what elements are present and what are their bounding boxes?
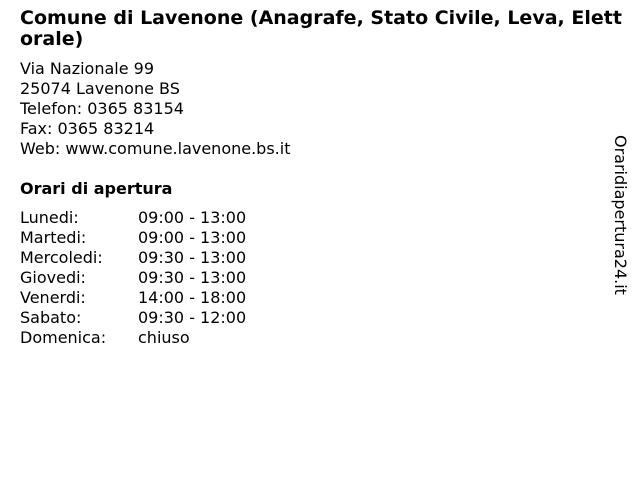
hours-time: 09:00 - 13:00 xyxy=(138,208,247,227)
hours-day: Martedi: xyxy=(20,228,87,247)
hours-day: Lunedi: xyxy=(20,208,79,227)
hours-row-saturday xyxy=(20,308,610,328)
hours-time: 14:00 - 18:00 xyxy=(138,288,247,307)
hours-heading: Orari di apertura xyxy=(20,179,173,198)
city-address: 25074 Lavenone BS xyxy=(20,79,180,98)
fax-number: Fax: 0365 83214 xyxy=(20,119,155,138)
hours-row-thursday xyxy=(20,268,610,288)
hours-row-friday xyxy=(20,288,610,308)
hours-row-monday xyxy=(20,208,610,228)
hours-time: 09:30 - 13:00 xyxy=(138,268,247,287)
page-title: Comune di Lavenone (Anagrafe, Stato Civile, Leva, Elettorale) xyxy=(20,7,622,50)
hours-day: Venerdi: xyxy=(20,288,86,307)
address-block xyxy=(20,59,610,159)
opening-hours-table xyxy=(20,208,610,348)
hours-day: Mercoledi: xyxy=(20,248,103,267)
hours-row-tuesday xyxy=(20,228,610,248)
website-link[interactable]: Web: www.comune.lavenone.bs.it xyxy=(20,139,291,158)
hours-time: 09:30 - 12:00 xyxy=(138,308,247,327)
street-address: Via Nazionale 99 xyxy=(20,59,155,78)
hours-time: 09:00 - 13:00 xyxy=(138,228,247,247)
hours-row-wednesday xyxy=(20,248,610,268)
hours-row-sunday xyxy=(20,328,610,348)
hours-day: Giovedi: xyxy=(20,268,86,287)
hours-day: Sabato: xyxy=(20,308,82,327)
hours-time: chiuso xyxy=(138,328,190,347)
hours-day: Domenica: xyxy=(20,328,107,347)
hours-time: 09:30 - 13:00 xyxy=(138,248,247,267)
phone-number: Telefon: 0365 83154 xyxy=(20,99,184,118)
brand-watermark: Oraridiapertura24.it xyxy=(611,135,630,295)
